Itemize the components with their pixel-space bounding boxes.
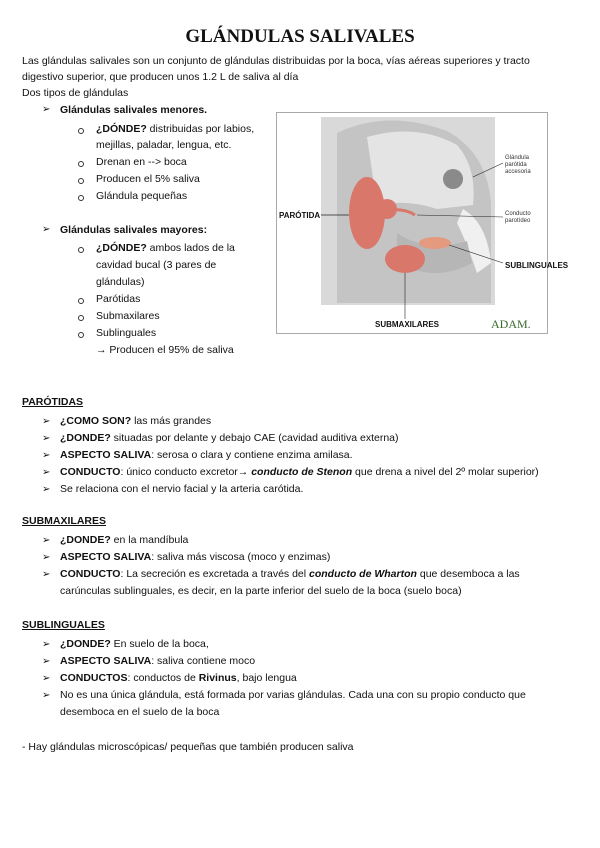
submaxilares-bullet: ASPECTO SALIVA: saliva más viscosa (moco y enzimas) [60,551,331,563]
arrow-bullet-icon: ➢ [42,224,51,235]
submaxilares-bullet-cont: carúnculas sublinguales, es decir, en la parte inferior del suelo de la boca (suelo boca) [60,585,462,597]
menores-pequenas: Glándula pequeñas [96,190,188,202]
arrow-bullet-icon: ➢ [42,569,51,580]
label-parotida: PARÓTIDA [279,211,321,220]
salivary-glands-figure [276,112,569,334]
section-title-parotidas: PARÓTIDAS [22,396,84,408]
arrow-bullet-icon: ➢ [42,639,51,650]
adam-logo: ADAM. [491,317,531,331]
arrow-bullet-icon: ➢ [42,690,51,701]
submaxilares-bullet: ¿DONDE? en la mandíbula [60,534,189,546]
sublinguales-bullet-cont: desemboca en el suelo de la boca [60,706,220,718]
circle-bullet-icon [78,247,84,253]
arrow-bullet-icon: ➢ [42,535,51,546]
arrow-bullet-icon: ➢ [42,104,51,115]
arrow-bullet-icon: ➢ [42,656,51,667]
menores-donde-cont: mejillas, paladar, lengua, etc. [96,139,232,151]
mayores-donde-cont: glándulas) [96,276,145,288]
page-title: GLÁNDULAS SALIVALES [185,26,415,47]
mayores-heading: Glándulas salivales mayores: [60,224,208,236]
circle-bullet-icon [78,161,84,167]
intro-line: Dos tipos de glándulas [22,87,129,99]
parotidas-bullet: CONDUCTO: único conducto excretor→ conducto de Stenon que drena a nivel del 2º molar superior) [60,466,539,478]
parotidas-bullet: ¿COMO SON? las más grandes [60,415,212,427]
menores-heading: Glándulas salivales menores. [60,104,208,116]
parotidas-bullet: ¿DONDE? situadas por delante y debajo CAE (cavidad auditiva externa) [60,432,399,444]
sublinguales-bullet: ¿DONDE? En suelo de la boca, [60,638,209,650]
circle-bullet-icon [78,332,84,338]
mayores-item: Parótidas [96,293,141,305]
arrow-bullet-icon: ➢ [42,673,51,684]
arrow-bullet-icon: ➢ [42,552,51,563]
mayores-item: Sublinguales [96,327,157,339]
label-submaxilares: SUBMAXILARES [375,320,440,329]
menores-drenan: Drenan en --> boca [96,156,187,168]
circle-bullet-icon [78,178,84,184]
menores-producen: Producen el 5% saliva [96,173,200,185]
submaxilares-bullet: CONDUCTO: La secreción es excretada a través del conducto de Wharton que desemboca a las [60,568,520,580]
sublinguales-bullet: ASPECTO SALIVA: saliva contiene moco [60,655,256,667]
mayores-donde: ¿DÓNDE? ambos lados de la [96,242,235,254]
circle-bullet-icon [78,128,84,134]
parotidas-bullet: Se relaciona con el nervio facial y la arteria carótida. [60,483,304,495]
circle-bullet-icon [78,298,84,304]
mayores-donde-cont: cavidad bucal (3 pares de [96,259,217,271]
sublinguales-bullet: No es una única glándula, está formada por varias glándulas. Cada una con su propio conducto que [60,689,526,701]
circle-bullet-icon [78,195,84,201]
label-parotida-accesoria: Glándula parótida accesoria [505,155,531,175]
mayores-item: Submaxilares [96,310,160,322]
mayores-producen: → Producen el 95% de saliva [96,344,234,356]
label-conducto-parotideo: Conducto parotídeo [505,211,531,224]
arrow-bullet-icon: ➢ [42,416,51,427]
footer-note: - Hay glándulas microscópicas/ pequeñas que también producen saliva [22,741,354,753]
section-title-submaxilares: SUBMAXILARES [22,515,107,527]
sublinguales-bullet: CONDUCTOS: conductos de Rivinus, bajo lengua [60,672,297,684]
arrow-bullet-icon: ➢ [42,467,51,478]
intro-line: Las glándulas salivales son un conjunto de glándulas distribuidas por la boca, vías aéreas superiores y tracto [22,55,530,67]
circle-bullet-icon [78,315,84,321]
section-title-sublinguales: SUBLINGUALES [22,619,105,631]
parotidas-bullet: ASPECTO SALIVA: serosa o clara y contiene enzima amilasa. [60,449,353,461]
label-sublinguales: SUBLINGUALES [505,261,569,270]
intro-paragraph [22,53,582,101]
arrow-bullet-icon: ➢ [42,484,51,495]
intro-line: digestivo superior, que producen unos 1.2 L de saliva al día [22,71,299,83]
arrow-bullet-icon: ➢ [42,450,51,461]
menores-donde: ¿DÓNDE? distribuidas por labios, [96,123,255,135]
arrow-bullet-icon: ➢ [42,433,51,444]
